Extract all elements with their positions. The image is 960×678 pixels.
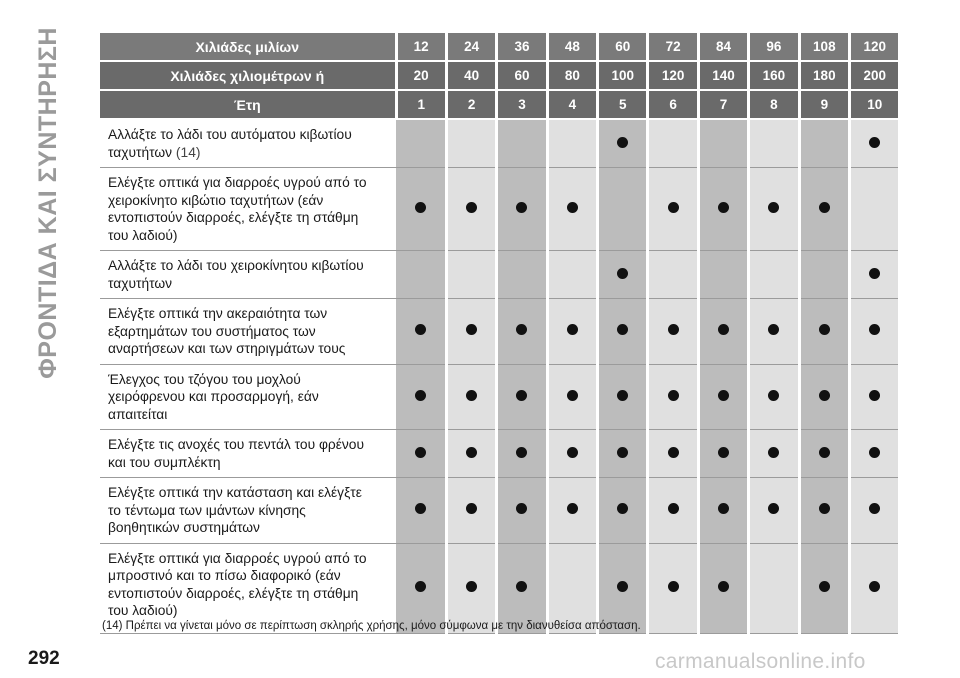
service-required-dot-icon <box>617 268 628 279</box>
task-text-line: ταχυτήτων <box>108 275 173 291</box>
table-row <box>100 251 900 299</box>
interval-cell <box>446 168 496 251</box>
task-text-line: Αλλάξτε το λάδι του χειροκίνητου κιβωτίου <box>108 258 364 273</box>
table-row <box>100 478 900 544</box>
task-cell <box>100 299 396 365</box>
task-text-line: το τέντωμα των ιμάντων κίνησης <box>108 502 306 518</box>
service-required-dot-icon <box>466 503 477 514</box>
service-required-dot-icon <box>415 447 426 458</box>
task-text-line: εντοπιστούν διαρροές, ελέγξτε τη στάθμη <box>108 210 359 225</box>
interval-cell <box>850 478 900 544</box>
header-interval-value: 36 <box>497 33 547 61</box>
interval-cell <box>799 543 849 633</box>
interval-cell <box>547 119 597 168</box>
service-required-dot-icon <box>869 324 880 335</box>
interval-cell <box>799 168 849 251</box>
interval-cell <box>749 251 799 299</box>
header-interval-value: 12 <box>396 33 446 61</box>
service-required-dot-icon <box>869 447 880 458</box>
table-row <box>100 430 900 478</box>
page-number: 292 <box>28 648 60 669</box>
header-interval-value: 108 <box>799 33 849 61</box>
interval-cell <box>698 543 748 633</box>
header-label: Έτη <box>100 90 396 119</box>
header-interval-value: 5 <box>598 90 648 119</box>
interval-cell <box>396 168 446 251</box>
interval-cell <box>497 430 547 478</box>
task-cell <box>100 364 396 430</box>
interval-cell <box>396 430 446 478</box>
task-cell <box>100 119 396 168</box>
task-text-line: του λαδιού) <box>108 603 178 618</box>
interval-cell <box>547 251 597 299</box>
header-interval-value: 100 <box>598 61 648 90</box>
task-text-line: ταχυτήτων <box>108 144 173 160</box>
header-interval-value: 6 <box>648 90 698 119</box>
interval-cell <box>698 364 748 430</box>
service-required-dot-icon <box>718 447 729 458</box>
service-required-dot-icon <box>516 324 527 335</box>
header-interval-value: 72 <box>648 33 698 61</box>
task-text-line: εξαρτημάτων του συστήματος των <box>108 323 316 339</box>
service-required-dot-icon <box>869 137 880 148</box>
header-interval-value: 24 <box>446 33 496 61</box>
service-required-dot-icon <box>617 447 628 458</box>
task-footnote-ref: (14) <box>175 144 201 160</box>
task-text-line: Ελέγξτε οπτικά για διαρροές υγρού από το <box>108 175 367 190</box>
service-required-dot-icon <box>617 581 628 592</box>
header-interval-value: 160 <box>749 61 799 90</box>
header-interval-value: 1 <box>396 90 446 119</box>
table-row <box>100 168 900 251</box>
interval-cell <box>547 430 597 478</box>
interval-cell <box>598 364 648 430</box>
interval-cell <box>396 119 446 168</box>
service-required-dot-icon <box>768 390 779 401</box>
task-text-line: χειροκίνητο κιβώτιο ταχυτήτων (εάν <box>108 192 324 208</box>
interval-cell <box>396 478 446 544</box>
interval-cell <box>799 478 849 544</box>
service-required-dot-icon <box>567 447 578 458</box>
service-required-dot-icon <box>819 503 830 514</box>
interval-cell <box>648 251 698 299</box>
task-text-line: του λαδιού) <box>108 227 178 243</box>
task-cell <box>100 478 396 544</box>
service-required-dot-icon <box>567 324 578 335</box>
interval-cell <box>598 299 648 365</box>
service-required-dot-icon <box>668 503 679 514</box>
service-required-dot-icon <box>415 202 426 213</box>
service-required-dot-icon <box>668 581 679 592</box>
interval-cell <box>749 119 799 168</box>
interval-cell <box>749 430 799 478</box>
header-interval-value: 84 <box>698 33 748 61</box>
service-required-dot-icon <box>567 503 578 514</box>
interval-cell <box>698 299 748 365</box>
service-required-dot-icon <box>668 202 679 213</box>
service-required-dot-icon <box>617 137 628 148</box>
service-required-dot-icon <box>466 324 477 335</box>
interval-cell <box>598 430 648 478</box>
header-interval-value: 10 <box>850 90 900 119</box>
section-side-title <box>26 26 70 379</box>
service-required-dot-icon <box>567 202 578 213</box>
maintenance-schedule-table <box>100 33 901 634</box>
service-required-dot-icon <box>819 202 830 213</box>
interval-cell <box>598 478 648 544</box>
interval-cell <box>850 543 900 633</box>
service-required-dot-icon <box>768 324 779 335</box>
header-interval-value: 200 <box>850 61 900 90</box>
header-interval-value: 8 <box>749 90 799 119</box>
watermark: carmanualsonline.info <box>655 650 866 673</box>
interval-cell <box>749 543 799 633</box>
interval-cell <box>446 299 496 365</box>
interval-cell <box>749 168 799 251</box>
service-required-dot-icon <box>668 390 679 401</box>
task-text-line: μπροστινό και το πίσω διαφορικό (εάν <box>108 568 341 583</box>
service-required-dot-icon <box>768 202 779 213</box>
header-interval-value: 4 <box>547 90 597 119</box>
interval-cell <box>749 478 799 544</box>
header-interval-value: 60 <box>598 33 648 61</box>
service-required-dot-icon <box>718 581 729 592</box>
interval-cell <box>799 251 849 299</box>
task-cell <box>100 168 396 251</box>
interval-cell <box>698 478 748 544</box>
task-text-line: και του συμπλέκτη <box>108 454 221 470</box>
service-required-dot-icon <box>466 581 477 592</box>
header-interval-value: 180 <box>799 61 849 90</box>
footnote: (14) Πρέπει να γίνεται μόνο σε περίπτωση σκληρής χρήσης, μόνο σύμφωνα με την διανυθείσα απόσταση. <box>102 620 641 632</box>
interval-cell <box>547 364 597 430</box>
interval-cell <box>749 299 799 365</box>
service-required-dot-icon <box>869 503 880 514</box>
header-interval-value: 2 <box>446 90 496 119</box>
interval-cell <box>396 251 446 299</box>
interval-cell <box>446 364 496 430</box>
service-required-dot-icon <box>718 390 729 401</box>
service-required-dot-icon <box>516 581 527 592</box>
interval-cell <box>850 119 900 168</box>
header-label: Χιλιάδες μιλίων <box>100 33 396 61</box>
interval-cell <box>446 430 496 478</box>
interval-cell <box>799 299 849 365</box>
service-required-dot-icon <box>869 581 880 592</box>
interval-cell <box>497 364 547 430</box>
service-required-dot-icon <box>567 390 578 401</box>
task-text-line: χειρόφρενου και προσαρμογή, εάν <box>108 389 319 404</box>
service-required-dot-icon <box>617 324 628 335</box>
interval-cell <box>648 119 698 168</box>
service-required-dot-icon <box>819 390 830 401</box>
interval-cell <box>396 364 446 430</box>
interval-cell <box>446 119 496 168</box>
interval-cell <box>648 168 698 251</box>
interval-cell <box>799 119 849 168</box>
section-title-text: ΦΡΟΝΤΙΔΑ ΚΑΙ ΣΥΝΤΗΡΗΣΗ <box>33 26 62 379</box>
service-required-dot-icon <box>516 503 527 514</box>
header-interval-value: 3 <box>497 90 547 119</box>
service-required-dot-icon <box>516 202 527 213</box>
service-required-dot-icon <box>869 390 880 401</box>
service-required-dot-icon <box>466 447 477 458</box>
interval-cell <box>648 364 698 430</box>
header-interval-value: 40 <box>446 61 496 90</box>
interval-cell <box>648 478 698 544</box>
service-required-dot-icon <box>819 581 830 592</box>
interval-cell <box>698 168 748 251</box>
service-required-dot-icon <box>415 503 426 514</box>
service-required-dot-icon <box>668 324 679 335</box>
service-required-dot-icon <box>718 202 729 213</box>
interval-cell <box>749 364 799 430</box>
header-interval-value: 120 <box>850 33 900 61</box>
header-interval-value: 7 <box>698 90 748 119</box>
task-cell <box>100 430 396 478</box>
interval-cell <box>598 119 648 168</box>
interval-cell <box>497 251 547 299</box>
task-text-line: Έλεγχος του τζόγου του μοχλού <box>108 371 301 387</box>
interval-cell <box>799 430 849 478</box>
header-interval-value: 96 <box>749 33 799 61</box>
task-text-line: εντοπιστούν διαρροές, ελέγξτε τη στάθμη <box>108 585 359 601</box>
interval-cell <box>698 251 748 299</box>
header-row <box>100 61 900 90</box>
task-text-line: Ελέγξτε οπτικά για διαρροές υγρού από το <box>108 550 367 566</box>
schedule-body <box>100 33 900 633</box>
service-required-dot-icon <box>718 503 729 514</box>
interval-cell <box>850 430 900 478</box>
interval-cell <box>850 251 900 299</box>
table-row <box>100 299 900 365</box>
header-row <box>100 33 900 61</box>
interval-cell <box>547 299 597 365</box>
service-required-dot-icon <box>617 503 628 514</box>
interval-cell <box>497 299 547 365</box>
service-required-dot-icon <box>466 202 477 213</box>
interval-cell <box>698 119 748 168</box>
interval-cell <box>396 299 446 365</box>
interval-cell <box>648 299 698 365</box>
interval-cell <box>547 168 597 251</box>
interval-cell <box>446 251 496 299</box>
task-cell <box>100 251 396 299</box>
service-required-dot-icon <box>768 447 779 458</box>
interval-cell <box>850 299 900 365</box>
header-interval-value: 9 <box>799 90 849 119</box>
task-text-line: Ελέγξτε τις ανοχές του πεντάλ του φρένου <box>108 437 365 452</box>
header-interval-value: 60 <box>497 61 547 90</box>
service-required-dot-icon <box>516 447 527 458</box>
interval-cell <box>598 168 648 251</box>
interval-cell <box>850 364 900 430</box>
task-text-line: Ελέγξτε οπτικά την ακεραιότητα των <box>108 306 328 321</box>
task-text-line: Αλλάξτε το λάδι του αυτόματου κιβωτίου <box>108 127 352 142</box>
interval-cell <box>850 168 900 251</box>
header-interval-value: 20 <box>396 61 446 90</box>
service-required-dot-icon <box>668 447 679 458</box>
service-required-dot-icon <box>819 447 830 458</box>
service-required-dot-icon <box>869 268 880 279</box>
service-required-dot-icon <box>718 324 729 335</box>
interval-cell <box>648 430 698 478</box>
interval-cell <box>497 168 547 251</box>
interval-cell <box>497 119 547 168</box>
table-row <box>100 119 900 168</box>
task-text-line: αναρτήσεων και των στηριγμάτων τους <box>108 341 346 356</box>
interval-cell <box>799 364 849 430</box>
service-required-dot-icon <box>617 390 628 401</box>
header-interval-value: 80 <box>547 61 597 90</box>
service-required-dot-icon <box>516 390 527 401</box>
header-label: Χιλιάδες χιλιομέτρων ή <box>100 61 396 90</box>
task-text-line: Ελέγξτε οπτικά την κατάσταση και ελέγξτε <box>108 485 362 500</box>
header-interval-value: 48 <box>547 33 597 61</box>
service-required-dot-icon <box>819 324 830 335</box>
interval-cell <box>497 478 547 544</box>
service-required-dot-icon <box>768 503 779 514</box>
task-text-line: απαιτείται <box>108 406 168 422</box>
interval-cell <box>446 478 496 544</box>
interval-cell <box>547 478 597 544</box>
service-required-dot-icon <box>415 390 426 401</box>
interval-cell <box>648 543 698 633</box>
interval-cell <box>698 430 748 478</box>
service-required-dot-icon <box>466 390 477 401</box>
interval-cell <box>598 251 648 299</box>
header-interval-value: 140 <box>698 61 748 90</box>
header-interval-value: 120 <box>648 61 698 90</box>
header-row <box>100 90 900 119</box>
table-row <box>100 364 900 430</box>
service-required-dot-icon <box>415 581 426 592</box>
service-required-dot-icon <box>415 324 426 335</box>
task-text-line: βοηθητικών συστημάτων <box>108 520 260 535</box>
